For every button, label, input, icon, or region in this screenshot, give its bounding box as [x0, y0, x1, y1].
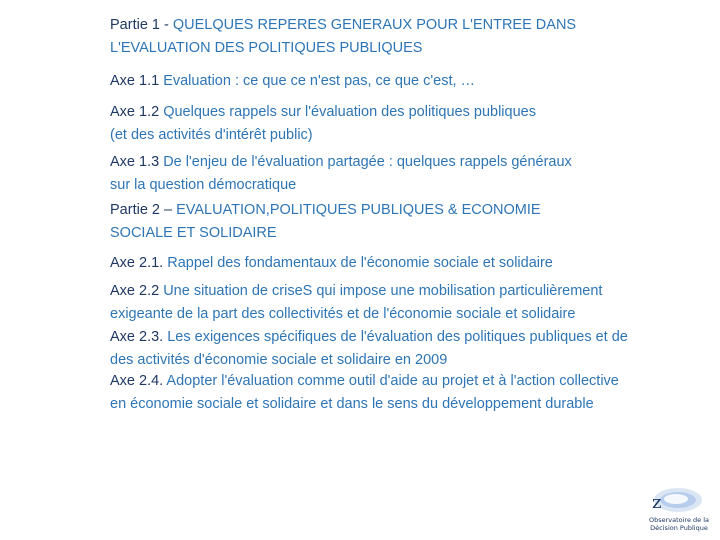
axis-text: Quelques rappels sur l'évaluation des politiques publiques: [159, 104, 536, 120]
axis-text: De l'enjeu de l'évaluation partagée : quelques rappels généraux: [159, 154, 572, 170]
axis-2-3: [110, 326, 710, 372]
part1-prefix: Partie 1 -: [110, 17, 173, 33]
axis-text: Les exigences spécifiques de l'évaluation des politiques publiques et de: [163, 329, 628, 345]
axis-1-2: [110, 101, 710, 147]
logo-line1: Observatoire de la: [648, 516, 710, 524]
part1-title-line2: L'EVALUATION DES POLITIQUES PUBLIQUES: [110, 40, 423, 56]
axis-number: Axe 2.2: [110, 283, 160, 299]
axis-text: Rappel des fondamentaux de l'économie sociale et solidaire: [163, 255, 553, 271]
part2-prefix: Partie 2 –: [110, 202, 177, 218]
axis-number: Axe 1.1: [110, 73, 160, 89]
logo-emblem-icon: [642, 482, 712, 516]
axis-text: Une situation de criseS qui impose une mobilisation particulièrement: [159, 283, 603, 299]
axis-number: Axe 1.2: [110, 104, 160, 120]
svg-text:z: z: [652, 492, 662, 513]
axis-text-line2: des activités d'économie sociale et solidaire en 2009: [110, 352, 448, 368]
axis-text-line2: en économie sociale et solidaire et dans le sens du développement durable: [110, 396, 594, 412]
axis-number: Axe 1.3: [110, 154, 160, 170]
observatoire-logo: [642, 482, 712, 540]
part1-title-line1: QUELQUES REPERES GENERAUX POUR L'ENTREE DANS: [172, 17, 577, 33]
logo-line2: Décision Publique: [650, 524, 708, 532]
axis-number: Axe 2.3.: [110, 329, 164, 345]
part1-heading: [110, 14, 710, 60]
axis-1-1: [110, 70, 710, 93]
part2-title-line2: SOCIALE ET SOLIDAIRE: [110, 225, 277, 241]
part2-heading: [110, 199, 710, 245]
axis-number: Axe 2.4.: [110, 373, 164, 389]
part2-title-line1: EVALUATION,POLITIQUES PUBLIQUES & ECONOMIE: [176, 202, 541, 218]
axis-2-1: [110, 252, 710, 275]
axis-text-line2: (et des activités d'intérêt public): [110, 127, 313, 143]
axis-2-4: [110, 370, 710, 416]
axis-text-line2: sur la question démocratique: [110, 177, 297, 193]
axis-1-3: [110, 151, 710, 197]
axis-text: Evaluation : ce que ce n'est pas, ce que c'est, …: [159, 73, 476, 89]
axis-text-line2: exigeante de la part des collectivités et de l'économie sociale et solidaire: [110, 306, 576, 322]
axis-2-2: [110, 280, 710, 326]
logo-text: [646, 516, 712, 532]
axis-number: Axe 2.1.: [110, 255, 164, 271]
axis-text: Adopter l'évaluation comme outil d'aide au projet et à l'action collective: [163, 373, 619, 389]
